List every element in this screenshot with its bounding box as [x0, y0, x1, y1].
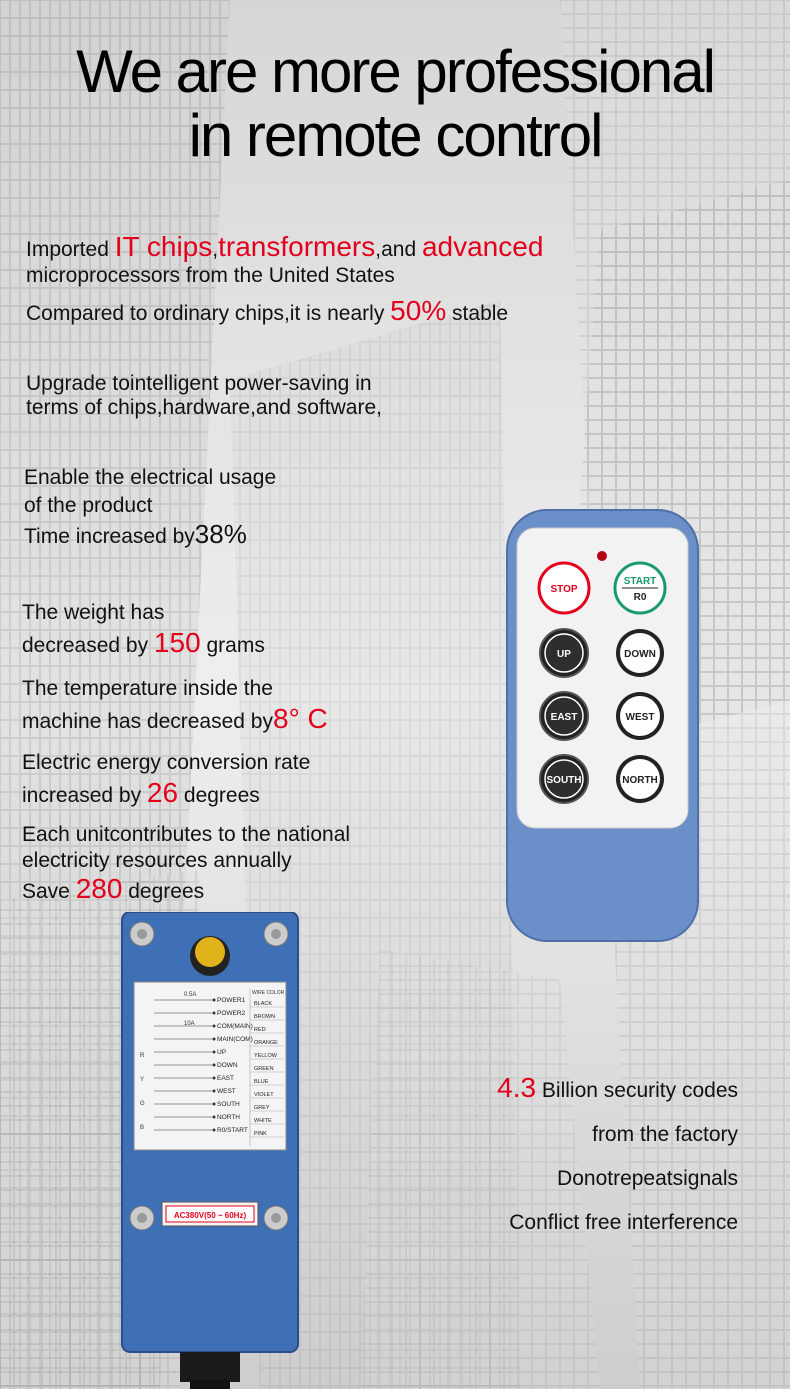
feature-security: 4.3 Billion security codes from the factory Donotrepeatsignals Conflict free interference	[497, 1072, 738, 1234]
wire-color-label: BLACK	[254, 1001, 273, 1007]
start-button	[615, 563, 665, 613]
feature-chips-line-1: Imported IT chips,transformers,and advanced	[26, 231, 544, 262]
title-line-2: in remote control	[188, 102, 602, 169]
svg-text:EAST: EAST	[550, 712, 578, 723]
wiring-label: NORTH	[217, 1114, 240, 1121]
up-button	[540, 629, 588, 677]
wiring-label: EAST	[217, 1075, 234, 1082]
wire-color-label: GREEN	[254, 1066, 274, 1072]
screw-icon	[264, 1206, 288, 1230]
feature-weight: The weight has decreased by 150 grams	[22, 601, 265, 658]
led-indicator-icon	[597, 551, 607, 561]
feature-usage: Enable the electrical usage of the product Time increased by38%	[24, 466, 277, 549]
svg-text:R0: R0	[633, 592, 647, 603]
terminal-icon	[213, 1129, 216, 1132]
wire-color-label: YELLOW	[254, 1053, 277, 1059]
svg-text:STOP: STOP	[550, 584, 578, 595]
relay-group-label: G	[140, 1101, 145, 1107]
wire-color-label: RED	[254, 1027, 266, 1033]
svg-text:SOUTH: SOUTH	[546, 775, 582, 786]
svg-text:START: START	[623, 576, 657, 587]
wiring-label: POWER1	[217, 997, 246, 1004]
terminal-icon	[213, 1051, 216, 1054]
svg-text:0.5A: 0.5A	[184, 992, 197, 998]
terminal-icon	[213, 1038, 216, 1041]
feature-national: Each unitcontributes to the national electricity resources annually Save 280 degrees	[22, 823, 351, 904]
wiring-label: DOWN	[217, 1062, 238, 1069]
wire-color-label: BLUE	[254, 1079, 269, 1085]
wire-color-label: ORANGE	[254, 1040, 278, 1046]
svg-text:AC380V(50 ~ 60Hz): AC380V(50 ~ 60Hz)	[173, 1211, 247, 1220]
feature-conversion: Electric energy conversion rate increased by 26 degrees	[22, 751, 311, 808]
west-button	[616, 692, 664, 740]
wire-color-label: PINK	[254, 1131, 267, 1137]
relay-group-label: R	[140, 1053, 145, 1059]
feature-chips-line-2: microprocessors from the United States	[26, 264, 395, 287]
remote-transmitter	[505, 508, 700, 943]
wiring-label: MAIN(COM)	[217, 1036, 253, 1043]
terminal-icon	[213, 1077, 216, 1080]
east-button	[540, 692, 588, 740]
svg-text:WIRE COLOR: WIRE COLOR	[252, 990, 285, 996]
terminal-icon	[213, 1012, 216, 1015]
svg-text:DOWN: DOWN	[624, 649, 656, 660]
wiring-label: POWER2	[217, 1010, 246, 1017]
feature-chips	[26, 231, 544, 289]
wire-color-label: WHITE	[254, 1118, 272, 1124]
svg-text:NORTH: NORTH	[622, 775, 658, 786]
terminal-icon	[213, 999, 216, 1002]
feature-upgrade: Upgrade tointelligent power-saving in terms of chips,hardware,and software,	[26, 372, 382, 419]
terminal-icon	[213, 1090, 216, 1093]
wire-color-label: GREY	[254, 1105, 270, 1111]
screw-icon	[130, 1206, 154, 1230]
relay-group-label: B	[140, 1125, 145, 1131]
screw-icon	[130, 922, 154, 946]
north-button	[616, 755, 664, 803]
screw-icon	[264, 922, 288, 946]
wiring-label: WEST	[217, 1088, 236, 1095]
wire-color-label: VIOLET	[254, 1092, 274, 1098]
relay-group-label: Y	[140, 1077, 145, 1083]
svg-text:WEST: WEST	[625, 712, 655, 723]
wiring-label: R0/START	[217, 1127, 248, 1134]
wiring-label: COM(MAIN)	[217, 1023, 253, 1030]
south-button	[540, 755, 588, 803]
feature-temperature: The temperature inside the machine has decreased by8° C	[22, 677, 328, 734]
svg-text:10A: 10A	[184, 1021, 195, 1027]
svg-text:UP: UP	[557, 649, 571, 660]
wiring-label: SOUTH	[217, 1101, 240, 1108]
feature-stable: Compared to ordinary chips,it is nearly 50% stable	[26, 295, 509, 326]
terminal-icon	[213, 1025, 216, 1028]
wiring-label: UP	[217, 1049, 227, 1056]
down-button	[616, 629, 664, 677]
title-line-1: We are more professional	[76, 38, 714, 105]
receiver-box	[120, 912, 300, 1389]
page-title	[0, 40, 790, 168]
terminal-icon	[213, 1103, 216, 1106]
stop-button	[539, 563, 589, 613]
terminal-icon	[213, 1116, 216, 1119]
terminal-icon	[213, 1064, 216, 1067]
wire-color-label: BROWN	[254, 1014, 276, 1020]
